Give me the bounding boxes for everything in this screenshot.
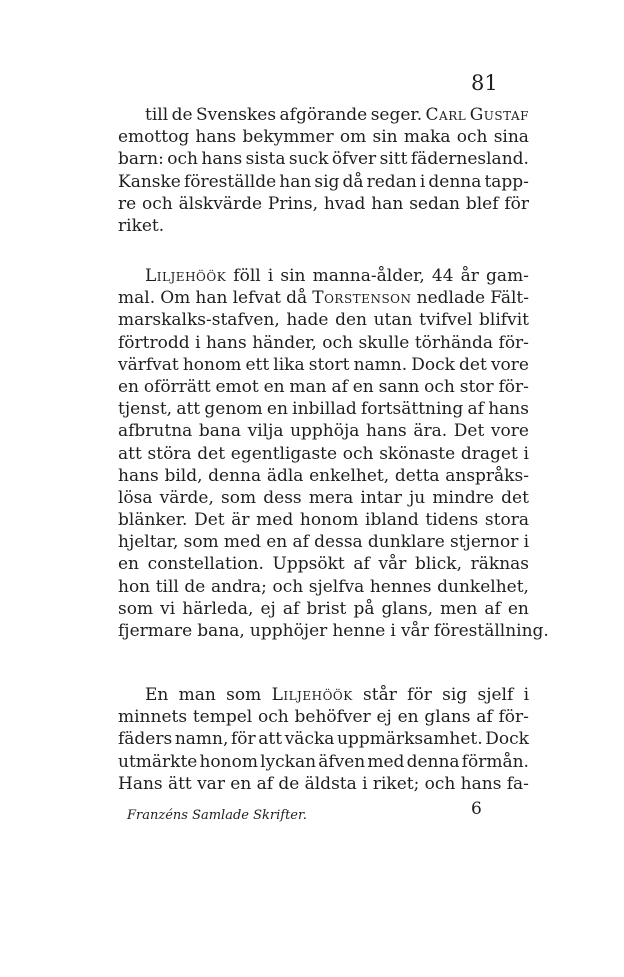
paragraph-3 [118,684,529,795]
word: äfven [318,751,366,772]
word: Fält- [490,288,529,309]
word: med [256,510,294,531]
word: till [155,576,179,597]
word: sista [245,149,286,170]
word: vår [378,554,407,575]
word: blänker. [118,510,188,531]
word: vore [490,354,529,375]
word: andra; [210,576,267,597]
word: och [272,576,304,597]
word: hans [488,399,529,420]
word: att [118,443,142,464]
text-line [118,309,529,331]
word: Liljehöök [271,685,353,705]
word: hennes [369,576,432,597]
word: uppmärksamhet. [337,729,483,750]
word: värfvat [118,354,179,375]
text-line [118,684,529,706]
word: redan [366,171,417,192]
word: förtrodd [118,332,190,353]
word: hvad [323,193,366,214]
word: af [282,598,300,619]
word: Carl [425,105,467,125]
word: törhända [414,332,494,353]
word: skulle [358,332,410,353]
word: år [460,266,479,286]
word: riket. [118,215,165,236]
word: i [419,171,426,192]
word: stjernor [450,532,519,553]
word: är [231,510,250,531]
word: hans [195,127,237,148]
word: öfver [331,149,377,170]
word: bekymmer [242,127,334,148]
word: Det [194,510,225,531]
word: utmärkte [118,751,198,772]
word: oförrätt [143,376,211,397]
text-line [118,553,529,575]
word: för- [498,707,529,728]
word: stor [459,376,494,397]
page-number: 81 [471,71,498,95]
word: till [145,105,169,125]
word: på [353,598,375,619]
word: genom [204,399,263,420]
word: den [335,310,367,331]
word: med [367,751,405,772]
word: räknas [470,554,529,575]
word: ätt [167,773,192,794]
word: lefvat [232,288,281,309]
word: dess [263,487,302,508]
word: föll [233,266,261,286]
word: upphöja [290,421,360,442]
word: tvifvel [419,310,473,331]
word: sjelfva [308,576,365,597]
word: för- [498,376,529,397]
word: 44 [431,266,454,286]
word: Prins, [267,193,318,214]
word: seger. [370,105,423,125]
text-line [118,332,529,354]
word: föreställning. [433,621,549,641]
word: honom [199,751,258,772]
word: en [230,773,252,794]
word: denna [208,465,262,486]
word: sina [493,127,529,148]
text-line [118,104,529,126]
word: hans [460,773,502,794]
text-line [118,171,529,193]
word: detta [394,465,440,486]
word: constellation. [147,554,264,575]
word: det [197,443,226,464]
word: dunklare [367,532,445,553]
word: Dock [485,729,529,750]
word: behöfver [294,707,371,728]
text-line [118,443,529,465]
word: en [352,376,374,397]
word: re [118,193,137,214]
word: glans [424,707,471,728]
word: brist [306,598,347,619]
word: ädla [266,465,304,486]
text-line [118,376,529,398]
word: dessa [314,532,363,553]
word: sig [442,685,468,705]
text-line [118,531,529,553]
word: af [292,532,309,553]
word: af [353,554,370,575]
word: som [226,685,262,705]
word: fädernesland. [410,149,529,170]
word: värde, [159,487,214,508]
word: stora [484,510,529,531]
word: sitt [379,149,408,170]
signature-mark: 6 [471,799,482,819]
text-line [118,148,529,170]
word: var [197,773,225,794]
word: de [184,576,206,597]
word: af [476,707,493,728]
text-line [118,598,529,620]
word: de [171,105,193,125]
word: intar [360,487,402,508]
word: han [279,171,312,192]
word: för- [498,332,529,353]
text-line [118,773,529,795]
word: hon [118,576,151,597]
text-line [118,265,529,287]
word: och [456,127,488,148]
word: om [339,127,367,148]
word: han [371,193,404,214]
word: för [407,685,432,705]
text-line [118,420,529,442]
word: enkelhet, [309,465,390,486]
word: han [195,288,228,309]
word: väcka [284,729,335,750]
word: lösa [118,487,153,508]
word: hans [205,332,247,353]
word: marskalks-stafven, [118,310,280,331]
word: minnets [118,707,188,728]
word: denna [406,751,460,772]
word: för [231,729,256,750]
word: manna-ålder, [312,266,425,286]
word: en [118,376,140,397]
word: Uppsökt [272,554,345,575]
word: barn: [118,149,164,170]
word: Gustaf [469,105,529,125]
word: blef [465,193,499,214]
word: och [258,707,289,728]
word: vi [160,598,176,619]
word: af [331,376,348,397]
word: fa- [506,773,529,794]
word: nedlade [416,288,486,309]
word: honom [299,510,359,531]
text-line [118,509,529,531]
word: honom [182,354,242,375]
word: emot [215,376,259,397]
word: afbrutna [118,421,193,442]
word: en [266,399,288,420]
footer-title: Franzéns Samlade Skrifter. [127,808,307,823]
word: En [145,685,169,705]
word: skönaste [379,443,456,464]
word: denna [428,171,482,192]
word: mindre [432,487,494,508]
word: man [178,685,216,705]
word: föreställde [183,171,277,192]
word: ju [409,487,426,508]
word: Dock [411,354,455,375]
word: det [459,354,487,375]
word: i [390,621,396,641]
word: ibland [365,510,419,531]
word: anspråks- [445,465,529,486]
word: riket; [372,773,420,794]
word: Om [160,288,191,309]
word: sin [280,266,306,286]
word: Liljehöök [145,266,227,286]
word: sjelf [477,685,514,705]
word: hjeltar, [118,532,179,553]
word: och [167,149,198,170]
word: Kanske [118,171,181,192]
word: vore [490,421,529,442]
word: som [118,598,154,619]
text-line [118,398,529,420]
word: då [342,171,364,192]
word: händer, [252,332,317,353]
word: maka [403,127,451,148]
text-line [118,215,529,237]
word: en [266,532,288,553]
word: af [484,598,501,619]
text-line [118,728,529,750]
word: fortsättning [361,399,464,420]
word: dunkelhet, [437,576,529,597]
word: en [397,707,419,728]
paragraph-1 [118,104,529,237]
word: som [183,532,219,553]
word: ej [260,598,276,619]
text-line [118,576,529,598]
word: som [221,487,257,508]
word: hans [366,421,407,442]
word: äldsta [304,773,357,794]
word: står [363,685,397,705]
word: och [424,773,456,794]
word: bana [198,421,242,442]
word: man [289,376,327,397]
word: en [507,598,529,619]
text-line [118,706,529,728]
text-line [118,465,529,487]
word: vilja [247,421,284,442]
text-line [118,126,529,148]
word: då [286,288,308,309]
word: tidens [425,510,479,531]
word: att [258,729,283,750]
word: Det [453,421,485,442]
word: blifvit [479,310,529,331]
word: egentligaste [230,443,338,464]
word: suck [288,149,329,170]
word: lika [273,354,305,375]
word: sann [378,376,420,397]
word: sedan [409,193,460,214]
word: bana, [197,621,245,641]
word: med [223,532,261,553]
word: sin [372,127,398,148]
word: i [523,532,529,553]
word: namn, [174,729,229,750]
text-line [118,487,529,509]
word: mal. [118,288,156,309]
word: i [523,443,529,464]
word: i [523,685,529,705]
word: hans [118,465,159,486]
word: och [142,193,173,214]
word: bild, [164,465,203,486]
word: men [440,598,478,619]
word: mera [308,487,354,508]
word: det [501,487,529,508]
word: af [467,399,484,420]
word: draget [460,443,518,464]
text-line [118,354,529,376]
word: gam- [486,266,529,286]
word: Torstenson [312,288,412,309]
word: tjenst, [118,399,173,420]
word: i [267,266,274,286]
word: och [342,443,374,464]
text-line [118,620,549,642]
word: lyckan [260,751,317,772]
word: fjermare [118,621,193,641]
text-line [118,751,529,773]
word: att [176,399,201,420]
word: tapp- [484,171,529,192]
word: för [504,193,529,214]
word: vår [400,621,429,641]
word: ära. [413,421,448,442]
word: blick, [414,554,462,575]
word: utan [373,310,413,331]
word: henne [332,621,386,641]
word: i [362,773,368,794]
word: de [278,773,300,794]
word: och [424,376,455,397]
word: en [118,554,140,575]
word: och [322,332,353,353]
word: i [195,332,201,353]
word: störa [147,443,192,464]
word: stort [308,354,350,375]
word: sig [314,171,340,192]
word: Hans [118,773,163,794]
word: emottog [118,127,190,148]
word: förmån. [461,751,529,772]
word: hade [286,310,329,331]
paragraph-2 [118,265,549,642]
word: fäders [118,729,173,750]
word: ett [245,354,270,375]
word: af [256,773,274,794]
word: upphöjer [249,621,328,641]
word: namn. [353,354,408,375]
word: älskvärde [178,193,263,214]
word: ej [376,707,392,728]
word: en [263,376,285,397]
word: glans, [381,598,434,619]
word: härleda, [182,598,254,619]
word: inbillad [292,399,357,420]
word: tempel [192,707,253,728]
text-line [118,287,529,309]
text-line [118,193,529,215]
word: Svenskes [196,105,277,125]
word: hans [201,149,243,170]
word: afgörande [279,105,368,125]
